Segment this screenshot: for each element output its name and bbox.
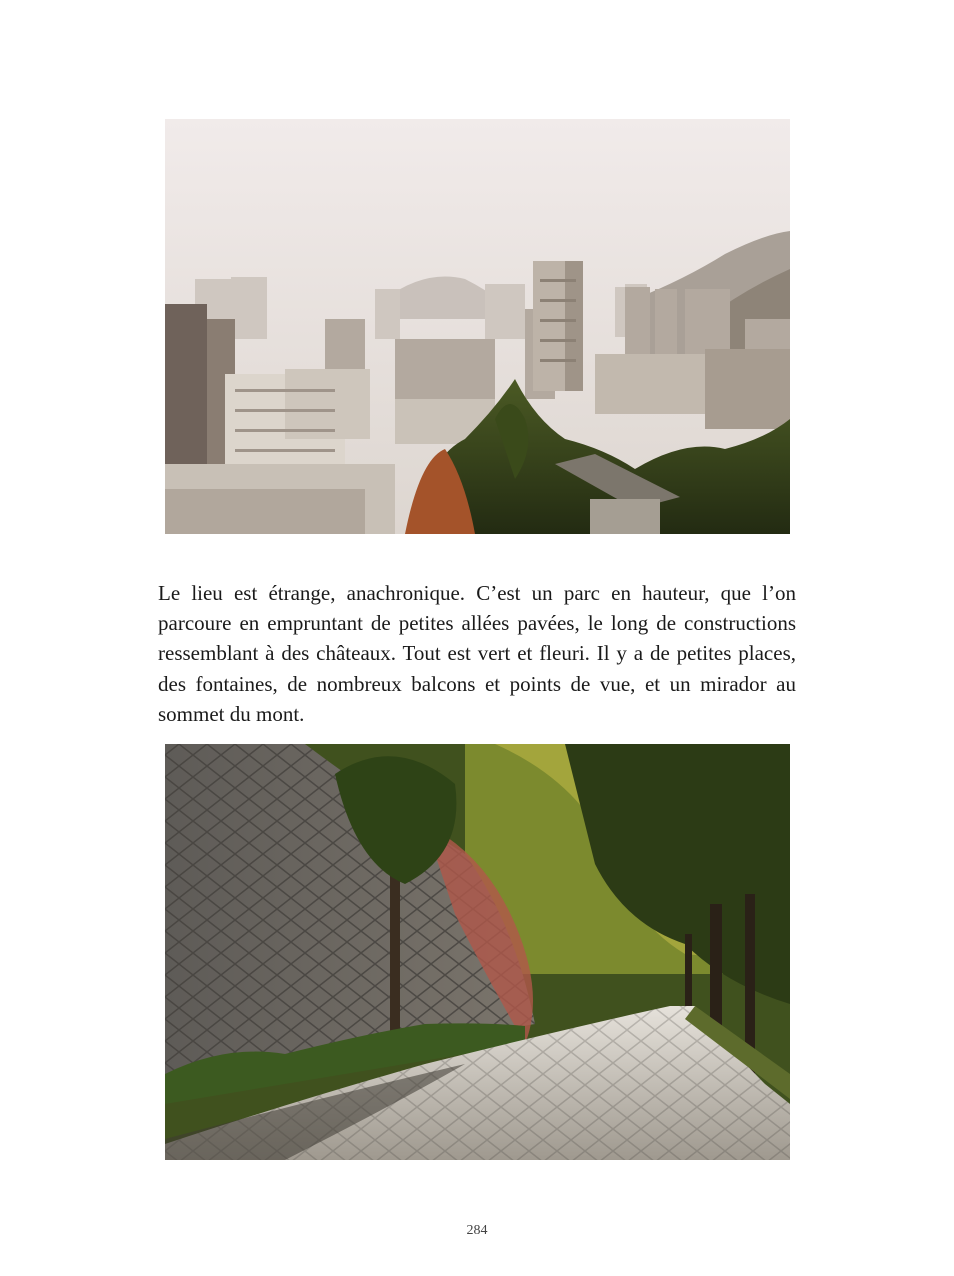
- body-paragraph: Le lieu est étrange, anachronique. C’est un parc en hauteur, que l’on parcoure en empruntant de petites allées pavées, le long de constructions ressemblant à des châteaux. Tout est vert et fleuri. Il y a de petites places, des fontaines, de nombreux balcons et points de vue, et un mirador au sommet du mont.: [158, 581, 796, 726]
- city-skyline-illustration: [165, 119, 790, 534]
- cobbled-path-photo: [165, 744, 790, 1160]
- cobbled-path-illustration: [165, 744, 790, 1160]
- city-skyline-photo: [165, 119, 790, 534]
- page-number: 284: [466, 1223, 488, 1238]
